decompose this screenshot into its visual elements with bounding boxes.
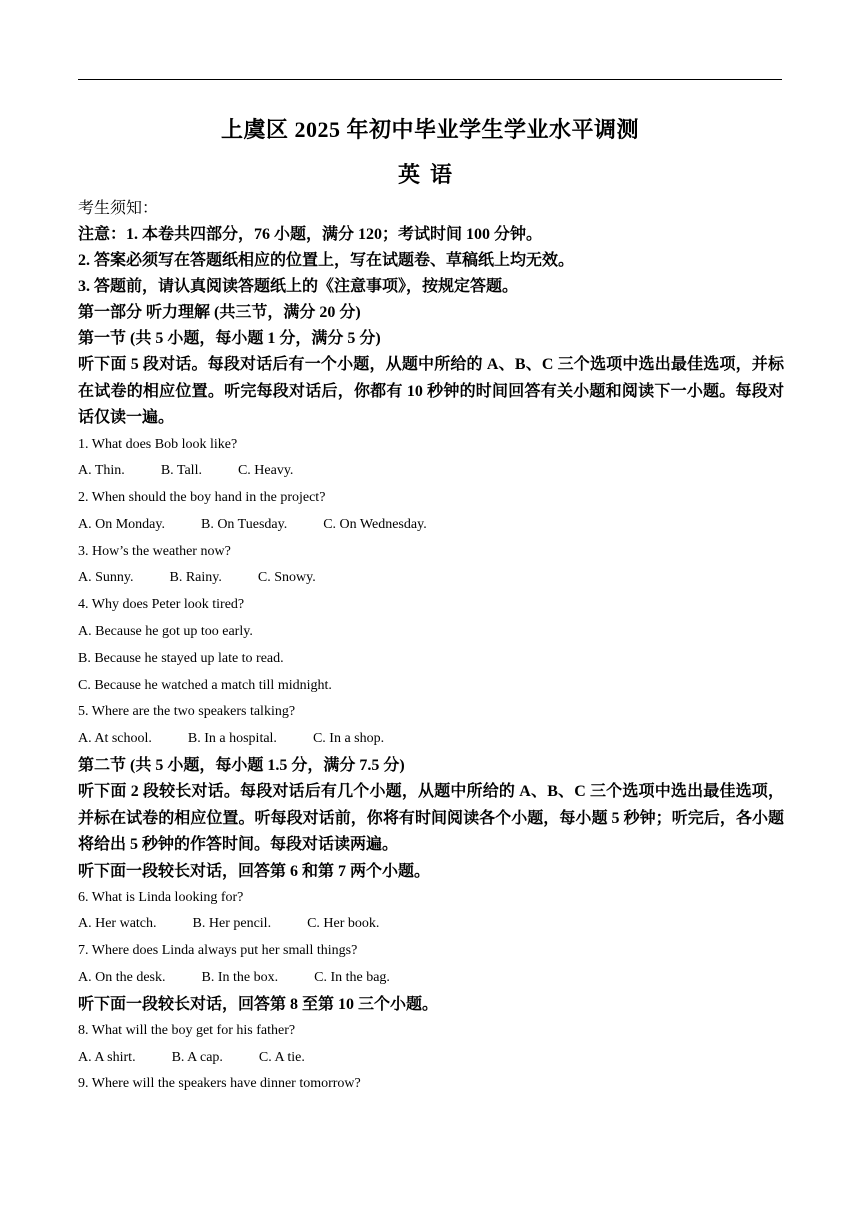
option: B. On Tuesday. — [200, 516, 288, 532]
option: C. In the bag. — [314, 969, 390, 985]
option: B. Because he stayed up late to read. — [78, 650, 284, 666]
option: C. A tie. — [258, 1049, 305, 1065]
option: B. Her pencil. — [192, 916, 272, 932]
option: C. In a shop. — [312, 731, 385, 747]
exam-title: 上虞区 2025 年初中毕业学生学业水平调测 — [220, 117, 639, 142]
option: A. A shirt. — [78, 1049, 136, 1065]
section2-heading: 第二节 (共 5 小题，每小题 1.5 分，满分 7.5 分) — [78, 757, 405, 775]
option: A. On Monday. — [78, 516, 165, 532]
question-options — [78, 726, 784, 753]
question-text: 9. Where will the speakers have dinner tomorrow? — [78, 1076, 361, 1092]
question-options — [78, 458, 784, 485]
question-options — [78, 565, 784, 592]
instruction-item: 2. 答案必须写在答题纸相应的位置上，写在试题卷、草稿纸上均无效。 — [78, 252, 575, 269]
option: C. Because he watched a match till midnight. — [78, 677, 332, 693]
question-options — [78, 1045, 784, 1072]
option: C. On Wednesday. — [323, 516, 427, 532]
subject-title: 英语 — [397, 162, 462, 187]
section1-heading: 第一节 (共 5 小题，每小题 1 分，满分 5 分) — [78, 330, 381, 347]
option: C. Her book. — [307, 916, 380, 932]
part1-heading: 第一部分 听力理解 (共三节，满分 20 分) — [78, 304, 361, 321]
option: C. Heavy. — [237, 463, 294, 479]
instruction-item: 注意：1. 本卷共四部分，76 小题，满分 120；考试时间 100 分钟。 — [78, 226, 543, 243]
header-rule — [78, 79, 782, 80]
section2-directions: 听下面 2 段较长对话。每段对话后有几个小题，从题中所给的 A、B、C 三个选项中选出最佳选项，并标在试卷的相应位置。听每段对话前，你将有时间阅读各个小题，每小题 5 秒钟；听完后，各小题将给出 5 秒钟的作答时间。每段对话读两遍。 — [78, 783, 784, 854]
question-text: 2. When should the boy hand in the project? — [78, 490, 326, 506]
option: A. Thin. — [78, 463, 125, 479]
option: B. Rainy. — [169, 570, 222, 586]
question-text: 1. What does Bob look like? — [78, 436, 238, 452]
question-options — [78, 965, 784, 992]
instructions-heading: 考生须知： — [78, 200, 159, 217]
instruction-item: 3. 答题前，请认真阅读答题纸上的《注意事项》，按规定答题。 — [78, 278, 519, 295]
section1-directions: 听下面 5 段对话。每段对话后有一个小题，从题中所给的 A、B、C 三个选项中选出最佳选项，并标在试卷的相应位置。听完每段对话后，你都有 10 秒钟的时间回答有关小题和阅读下一小题。每段对话仅读一遍。 — [78, 356, 784, 426]
option: A. Her watch. — [78, 916, 157, 932]
option: A. Because he got up too early. — [78, 624, 253, 640]
option: A. On the desk. — [78, 969, 166, 985]
option: B. Tall. — [160, 463, 202, 479]
dialog2-intro: 听下面一段较长对话，回答第 8 至第 10 三个小题。 — [78, 995, 439, 1013]
question-text: 3. How’s the weather now? — [78, 543, 231, 559]
option: C. Snowy. — [257, 570, 316, 586]
option: A. Sunny. — [78, 570, 134, 586]
question-options — [78, 512, 784, 539]
option: B. A cap. — [171, 1049, 223, 1065]
dialog1-intro: 听下面一段较长对话，回答第 6 和第 7 两个小题。 — [78, 862, 431, 880]
question-text: 6. What is Linda looking for? — [78, 889, 244, 905]
question-text: 4. Why does Peter look tired? — [78, 597, 245, 613]
question-text: 8. What will the boy get for his father? — [78, 1022, 296, 1038]
option: A. At school. — [78, 731, 152, 747]
option: B. In a hospital. — [187, 731, 277, 747]
question-options — [78, 911, 784, 938]
question-text: 5. Where are the two speakers talking? — [78, 704, 296, 720]
option: B. In the box. — [201, 969, 279, 985]
exam-body — [78, 196, 784, 1098]
question-text: 7. Where does Linda always put her small things? — [78, 943, 358, 959]
